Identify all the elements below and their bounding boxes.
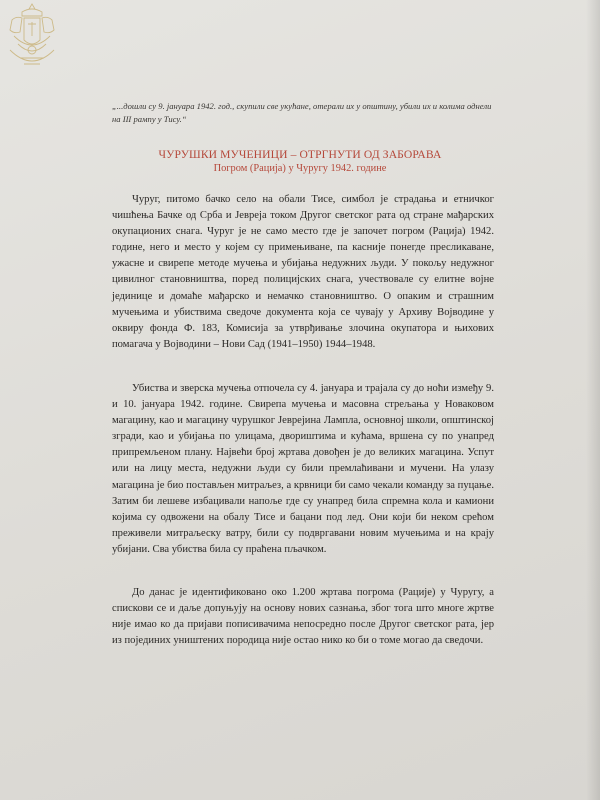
page-edge-shadow bbox=[586, 0, 600, 800]
paragraph-1: Чуруг, питомо бачко село на обали Тисе, симбол је страдања и етничког чишћења Бачке од Срба и Јевреја током Другог светског рата од стране мађарских окупационих снага. Чуруг је не само место где је започет погром (Рација) 1942. године, него и место у којем су примењиване, па касније понегде пресликаване, ужасне и свирепе методе мучења и убијања недужних људи. У покољу недужног цивилног становништва, поред полицијских снага, учествовале су елитне војне јединице и домаће мађарско и немачко становништво. О опаким и страшним мучењима и убиствима сведоче документа која се чувају у Архиву Војводине у оквиру фонда Ф. 183, Комисија за утврђивање злочина окупатора и њихових помагача у Војводини – Нови Сад (1941–1950) 1944–1948. bbox=[112, 194, 494, 350]
epigraph-quote: „...дошли су 9. јануара 1942. год., скупили све укућане, отерали их у општину, убили их и колима однели на III рампу у Тису.“ bbox=[112, 101, 492, 124]
document-title: ЧУРУШКИ МУЧЕНИЦИ – ОТРГНУТИ ОД ЗАБОРАВА bbox=[158, 148, 442, 161]
document-subtitle: Погром (Рација) у Чуругу 1942. године bbox=[213, 163, 387, 174]
coat-of-arms-icon bbox=[4, 0, 60, 76]
paragraph-2: Убиства и зверска мучења отпочела су 4. јануара и трајала су до ноћи између 9. и 10. јануара 1942. године. Свирепа мучења и масовна стрељања у Новаковом магацину, као и магацину чурушког Јеврејина Лампла, основној школи, општинској згради, као и убијања по улицама, двориштима и кућама, вршена су по унапред припремљеном плану. Највећи број жртава довођен је до великих магацина. Успут или на лицу места, недужни људи су били премлаћивани и мучени. На улазу магацина је био постављен митраљез, а крвници би само чекали команду за пуцање. Затим би лешеве избацивали напоље где су унапред била спремна кола и камиони којима су одвожени на обалу Тисе и бацани под лед. Они који би неком срећом преживели митраљеску ватру, били су подвргавани новим мучењима и на крају убијани. Сва убиства била су праћена пљачком. bbox=[112, 383, 494, 555]
paragraph-3: До данас је идентификовано око 1.200 жртава погрома (Рације) у Чуругу, а спискови се и даље допуњују на основу нових сазнања, због тога што многе жртве није имао ко да пријави пописивачима непосредно после Другог светског рата, јер из појединих уништених породица није остао нико ко би о томе могао да сведочи. bbox=[112, 587, 494, 647]
